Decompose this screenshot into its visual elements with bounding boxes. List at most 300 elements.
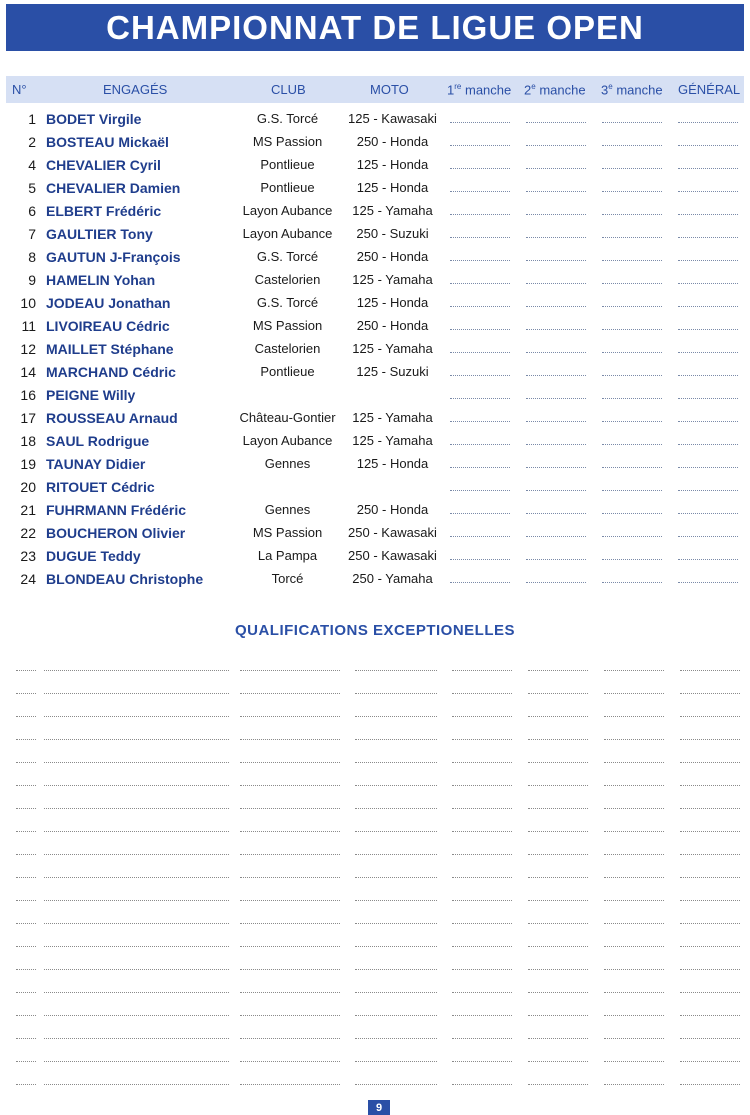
- qual-manche-2-field[interactable]: [528, 762, 588, 763]
- score-field-manche-2[interactable]: [526, 421, 586, 422]
- qual-club-field[interactable]: [240, 739, 340, 740]
- qual-general-field[interactable]: [680, 969, 740, 970]
- title-banner: [6, 4, 744, 51]
- score-field-manche-3[interactable]: [602, 536, 662, 537]
- qual-name-field[interactable]: [44, 1084, 229, 1085]
- score-field-general[interactable]: [678, 467, 738, 468]
- qual-general-field[interactable]: [680, 831, 740, 832]
- qual-club-field[interactable]: [240, 716, 340, 717]
- score-field-manche-2[interactable]: [526, 582, 586, 583]
- qual-number-field[interactable]: [16, 808, 36, 809]
- qual-club-field[interactable]: [240, 1015, 340, 1016]
- qual-manche-2-field[interactable]: [528, 946, 588, 947]
- entry-club: Layon Aubance: [242, 203, 333, 218]
- qual-manche-2-field[interactable]: [528, 854, 588, 855]
- qual-manche-2-field[interactable]: [528, 831, 588, 832]
- entry-moto: 250 - Honda: [356, 134, 429, 149]
- score-field-manche-3[interactable]: [602, 145, 662, 146]
- score-field-general[interactable]: [678, 260, 738, 261]
- qual-name-field[interactable]: [44, 1038, 229, 1039]
- score-field-manche-3[interactable]: [602, 513, 662, 514]
- qual-number-field[interactable]: [16, 969, 36, 970]
- score-field-manche-1[interactable]: [450, 214, 510, 215]
- qual-moto-field[interactable]: [355, 923, 437, 924]
- score-field-manche-3[interactable]: [602, 237, 662, 238]
- qual-general-field[interactable]: [680, 900, 740, 901]
- score-field-manche-1[interactable]: [450, 582, 510, 583]
- score-field-manche-2[interactable]: [526, 352, 586, 353]
- score-field-general[interactable]: [678, 421, 738, 422]
- qual-name-field[interactable]: [44, 739, 229, 740]
- qual-number-field[interactable]: [16, 739, 36, 740]
- qual-general-field[interactable]: [680, 716, 740, 717]
- qual-manche-3-field[interactable]: [604, 900, 664, 901]
- qual-manche-3-field[interactable]: [604, 785, 664, 786]
- qualification-row: [0, 934, 750, 957]
- qual-manche-3-field[interactable]: [604, 808, 664, 809]
- score-field-manche-2[interactable]: [526, 237, 586, 238]
- qual-manche-2-field[interactable]: [528, 785, 588, 786]
- score-field-manche-1[interactable]: [450, 467, 510, 468]
- score-field-general[interactable]: [678, 283, 738, 284]
- qualification-row: [0, 911, 750, 934]
- qual-manche-2-field[interactable]: [528, 877, 588, 878]
- qualification-row: [0, 796, 750, 819]
- score-field-manche-1[interactable]: [450, 513, 510, 514]
- score-field-manche-2[interactable]: [526, 513, 586, 514]
- qual-club-field[interactable]: [240, 831, 340, 832]
- table-row: [0, 430, 750, 453]
- qual-general-field[interactable]: [680, 1015, 740, 1016]
- qual-number-field[interactable]: [16, 1061, 36, 1062]
- score-field-manche-2[interactable]: [526, 260, 586, 261]
- qual-club-field[interactable]: [240, 693, 340, 694]
- entry-name: GAUTUN J-François: [46, 249, 181, 265]
- qualification-row: [0, 865, 750, 888]
- entry-club: Pontlieue: [260, 157, 315, 172]
- qual-manche-1-field[interactable]: [452, 1084, 512, 1085]
- qual-manche-2-field[interactable]: [528, 670, 588, 671]
- table-row: [0, 108, 750, 131]
- score-field-manche-1[interactable]: [450, 168, 510, 169]
- qual-general-field[interactable]: [680, 670, 740, 671]
- qual-club-field[interactable]: [240, 854, 340, 855]
- qual-manche-1-field[interactable]: [452, 946, 512, 947]
- entry-club: Pontlieue: [260, 364, 315, 379]
- score-field-manche-2[interactable]: [526, 283, 586, 284]
- qual-number-field[interactable]: [16, 1015, 36, 1016]
- qual-manche-1-field[interactable]: [452, 1015, 512, 1016]
- qual-moto-field[interactable]: [355, 831, 437, 832]
- qual-manche-1-field[interactable]: [452, 739, 512, 740]
- entry-club: G.S. Torcé: [256, 295, 319, 310]
- qual-club-field[interactable]: [240, 900, 340, 901]
- qual-club-field[interactable]: [240, 969, 340, 970]
- qual-manche-1-field[interactable]: [452, 900, 512, 901]
- score-field-manche-1[interactable]: [450, 375, 510, 376]
- entry-name: BOUCHERON Olivier: [46, 525, 186, 541]
- qual-number-field[interactable]: [16, 762, 36, 763]
- header-moto: MOTO: [370, 82, 409, 97]
- qual-club-field[interactable]: [240, 992, 340, 993]
- qual-manche-2-field[interactable]: [528, 808, 588, 809]
- qualification-row: [0, 658, 750, 681]
- score-field-manche-2[interactable]: [526, 191, 586, 192]
- score-field-general[interactable]: [678, 237, 738, 238]
- entry-number: 1: [28, 111, 36, 127]
- qual-general-field[interactable]: [680, 992, 740, 993]
- qual-moto-field[interactable]: [355, 1038, 437, 1039]
- score-field-manche-1[interactable]: [450, 444, 510, 445]
- score-field-manche-3[interactable]: [602, 444, 662, 445]
- qual-number-field[interactable]: [16, 716, 36, 717]
- qual-name-field[interactable]: [44, 1061, 229, 1062]
- entry-number: 21: [20, 502, 36, 518]
- qual-moto-field[interactable]: [355, 992, 437, 993]
- qual-manche-3-field[interactable]: [604, 739, 664, 740]
- entry-name: MARCHAND Cédric: [46, 364, 176, 380]
- qual-general-field[interactable]: [680, 693, 740, 694]
- qual-manche-1-field[interactable]: [452, 693, 512, 694]
- qual-moto-field[interactable]: [355, 900, 437, 901]
- score-field-manche-3[interactable]: [602, 329, 662, 330]
- qual-manche-2-field[interactable]: [528, 1061, 588, 1062]
- qual-manche-2-field[interactable]: [528, 923, 588, 924]
- qual-manche-1-field[interactable]: [452, 831, 512, 832]
- score-field-manche-3[interactable]: [602, 467, 662, 468]
- qual-general-field[interactable]: [680, 946, 740, 947]
- score-field-general[interactable]: [678, 306, 738, 307]
- entry-number: 4: [28, 157, 36, 173]
- qual-manche-3-field[interactable]: [604, 992, 664, 993]
- score-field-manche-3[interactable]: [602, 490, 662, 491]
- score-field-manche-3[interactable]: [602, 352, 662, 353]
- entry-club: La Pampa: [257, 548, 318, 563]
- qual-name-field[interactable]: [44, 1015, 229, 1016]
- entry-moto: 250 - Yamaha: [352, 571, 433, 586]
- qual-general-field[interactable]: [680, 877, 740, 878]
- score-field-manche-1[interactable]: [450, 329, 510, 330]
- qual-name-field[interactable]: [44, 923, 229, 924]
- score-field-manche-3[interactable]: [602, 191, 662, 192]
- entry-number: 16: [20, 387, 36, 403]
- score-field-manche-3[interactable]: [602, 559, 662, 560]
- qual-manche-2-field[interactable]: [528, 716, 588, 717]
- entry-number: 18: [20, 433, 36, 449]
- qual-manche-3-field[interactable]: [604, 762, 664, 763]
- score-field-manche-3[interactable]: [602, 398, 662, 399]
- qual-moto-field[interactable]: [355, 785, 437, 786]
- qualification-row: [0, 704, 750, 727]
- qual-name-field[interactable]: [44, 946, 229, 947]
- qual-manche-3-field[interactable]: [604, 831, 664, 832]
- score-field-manche-2[interactable]: [526, 490, 586, 491]
- qual-manche-3-field[interactable]: [604, 969, 664, 970]
- qual-moto-field[interactable]: [355, 670, 437, 671]
- score-field-manche-2[interactable]: [526, 467, 586, 468]
- qual-general-field[interactable]: [680, 1038, 740, 1039]
- score-field-manche-2[interactable]: [526, 214, 586, 215]
- qual-moto-field[interactable]: [355, 946, 437, 947]
- qual-manche-3-field[interactable]: [604, 946, 664, 947]
- table-row: [0, 499, 750, 522]
- qual-moto-field[interactable]: [355, 716, 437, 717]
- qual-moto-field[interactable]: [355, 877, 437, 878]
- qual-number-field[interactable]: [16, 831, 36, 832]
- score-field-general[interactable]: [678, 536, 738, 537]
- score-field-manche-3[interactable]: [602, 375, 662, 376]
- qual-general-field[interactable]: [680, 854, 740, 855]
- qual-name-field[interactable]: [44, 992, 229, 993]
- qual-number-field[interactable]: [16, 1038, 36, 1039]
- entry-club: Gennes: [264, 456, 311, 471]
- entry-moto: 125 - Yamaha: [352, 433, 433, 448]
- qual-name-field[interactable]: [44, 785, 229, 786]
- qual-name-field[interactable]: [44, 693, 229, 694]
- entry-moto: 250 - Honda: [356, 502, 429, 517]
- score-field-manche-3[interactable]: [602, 582, 662, 583]
- qual-manche-3-field[interactable]: [604, 693, 664, 694]
- score-field-manche-1[interactable]: [450, 237, 510, 238]
- qual-manche-1-field[interactable]: [452, 992, 512, 993]
- score-field-manche-3[interactable]: [602, 260, 662, 261]
- qual-club-field[interactable]: [240, 1084, 340, 1085]
- qual-moto-field[interactable]: [355, 969, 437, 970]
- entry-number: 22: [20, 525, 36, 541]
- table-row: [0, 177, 750, 200]
- score-field-manche-2[interactable]: [526, 398, 586, 399]
- qual-number-field[interactable]: [16, 992, 36, 993]
- qual-club-field[interactable]: [240, 762, 340, 763]
- entry-name: CHEVALIER Cyril: [46, 157, 161, 173]
- qual-manche-1-field[interactable]: [452, 716, 512, 717]
- score-field-manche-2[interactable]: [526, 444, 586, 445]
- qual-moto-field[interactable]: [355, 808, 437, 809]
- qual-moto-field[interactable]: [355, 1084, 437, 1085]
- score-field-manche-2[interactable]: [526, 536, 586, 537]
- qual-general-field[interactable]: [680, 1084, 740, 1085]
- score-field-general[interactable]: [678, 352, 738, 353]
- table-row: [0, 246, 750, 269]
- entry-name: DUGUE Teddy: [46, 548, 141, 564]
- entry-number: 2: [28, 134, 36, 150]
- qual-name-field[interactable]: [44, 670, 229, 671]
- qual-moto-field[interactable]: [355, 1015, 437, 1016]
- table-row: [0, 131, 750, 154]
- score-field-general[interactable]: [678, 559, 738, 560]
- score-field-manche-3[interactable]: [602, 421, 662, 422]
- qualification-row: [0, 727, 750, 750]
- entry-number: 19: [20, 456, 36, 472]
- qual-club-field[interactable]: [240, 670, 340, 671]
- qualification-row: [0, 1072, 750, 1095]
- qual-manche-1-field[interactable]: [452, 1061, 512, 1062]
- qual-name-field[interactable]: [44, 969, 229, 970]
- qual-club-field[interactable]: [240, 808, 340, 809]
- score-field-general[interactable]: [678, 375, 738, 376]
- qual-manche-1-field[interactable]: [452, 969, 512, 970]
- entry-name: CHEVALIER Damien: [46, 180, 181, 196]
- entry-name: BOSTEAU Mickaël: [46, 134, 169, 150]
- table-row: [0, 568, 750, 591]
- table-row: [0, 292, 750, 315]
- qual-name-field[interactable]: [44, 900, 229, 901]
- score-field-manche-2[interactable]: [526, 122, 586, 123]
- qual-name-field[interactable]: [44, 716, 229, 717]
- score-field-general[interactable]: [678, 513, 738, 514]
- qual-manche-2-field[interactable]: [528, 900, 588, 901]
- score-field-general[interactable]: [678, 145, 738, 146]
- qual-number-field[interactable]: [16, 900, 36, 901]
- qual-moto-field[interactable]: [355, 693, 437, 694]
- qual-club-field[interactable]: [240, 877, 340, 878]
- qual-manche-2-field[interactable]: [528, 992, 588, 993]
- qual-manche-3-field[interactable]: [604, 670, 664, 671]
- qual-number-field[interactable]: [16, 670, 36, 671]
- score-field-manche-3[interactable]: [602, 214, 662, 215]
- score-field-general[interactable]: [678, 444, 738, 445]
- qual-name-field[interactable]: [44, 854, 229, 855]
- entry-club: MS Passion: [252, 318, 323, 333]
- qual-number-field[interactable]: [16, 854, 36, 855]
- score-field-manche-1[interactable]: [450, 536, 510, 537]
- entry-moto: 125 - Suzuki: [356, 364, 429, 379]
- qual-name-field[interactable]: [44, 762, 229, 763]
- qual-moto-field[interactable]: [355, 739, 437, 740]
- entry-club: Castelorien: [254, 341, 321, 356]
- qual-manche-1-field[interactable]: [452, 808, 512, 809]
- qual-manche-3-field[interactable]: [604, 923, 664, 924]
- qual-manche-1-field[interactable]: [452, 923, 512, 924]
- entry-number: 8: [28, 249, 36, 265]
- score-field-general[interactable]: [678, 329, 738, 330]
- score-field-manche-1[interactable]: [450, 122, 510, 123]
- qual-manche-1-field[interactable]: [452, 762, 512, 763]
- qual-number-field[interactable]: [16, 1084, 36, 1085]
- score-field-manche-1[interactable]: [450, 306, 510, 307]
- score-field-manche-2[interactable]: [526, 168, 586, 169]
- qual-moto-field[interactable]: [355, 762, 437, 763]
- qualification-row: [0, 750, 750, 773]
- score-field-manche-2[interactable]: [526, 375, 586, 376]
- entry-moto: 250 - Honda: [356, 318, 429, 333]
- qual-number-field[interactable]: [16, 693, 36, 694]
- qual-manche-2-field[interactable]: [528, 693, 588, 694]
- qual-number-field[interactable]: [16, 877, 36, 878]
- score-field-manche-1[interactable]: [450, 398, 510, 399]
- qual-manche-3-field[interactable]: [604, 1084, 664, 1085]
- qual-manche-1-field[interactable]: [452, 785, 512, 786]
- score-field-manche-1[interactable]: [450, 283, 510, 284]
- qual-manche-1-field[interactable]: [452, 877, 512, 878]
- score-field-manche-2[interactable]: [526, 306, 586, 307]
- score-field-manche-1[interactable]: [450, 260, 510, 261]
- score-field-general[interactable]: [678, 191, 738, 192]
- entry-club: MS Passion: [252, 525, 323, 540]
- qual-club-field[interactable]: [240, 1038, 340, 1039]
- qual-name-field[interactable]: [44, 808, 229, 809]
- score-field-manche-1[interactable]: [450, 490, 510, 491]
- qual-general-field[interactable]: [680, 923, 740, 924]
- score-field-manche-1[interactable]: [450, 421, 510, 422]
- qual-club-field[interactable]: [240, 946, 340, 947]
- table-row: [0, 384, 750, 407]
- score-field-manche-3[interactable]: [602, 122, 662, 123]
- entry-name: ELBERT Frédéric: [46, 203, 162, 219]
- entry-number: 9: [28, 272, 36, 288]
- qual-general-field[interactable]: [680, 1061, 740, 1062]
- qual-manche-3-field[interactable]: [604, 877, 664, 878]
- qual-manche-2-field[interactable]: [528, 969, 588, 970]
- entry-number: 14: [20, 364, 36, 380]
- qual-club-field[interactable]: [240, 785, 340, 786]
- score-field-manche-1[interactable]: [450, 191, 510, 192]
- qual-manche-3-field[interactable]: [604, 1015, 664, 1016]
- score-field-manche-3[interactable]: [602, 283, 662, 284]
- score-field-manche-1[interactable]: [450, 352, 510, 353]
- qual-club-field[interactable]: [240, 923, 340, 924]
- score-field-manche-2[interactable]: [526, 329, 586, 330]
- score-field-manche-3[interactable]: [602, 168, 662, 169]
- table-row: [0, 338, 750, 361]
- score-field-manche-3[interactable]: [602, 306, 662, 307]
- qualification-row: [0, 980, 750, 1003]
- qual-manche-1-field[interactable]: [452, 1038, 512, 1039]
- entry-name: SAUL Rodrigue: [46, 433, 150, 449]
- qual-general-field[interactable]: [680, 739, 740, 740]
- qual-manche-1-field[interactable]: [452, 854, 512, 855]
- table-row: [0, 407, 750, 430]
- score-field-manche-2[interactable]: [526, 559, 586, 560]
- qual-manche-3-field[interactable]: [604, 854, 664, 855]
- qual-number-field[interactable]: [16, 923, 36, 924]
- qual-manche-3-field[interactable]: [604, 1061, 664, 1062]
- qualification-row: [0, 1026, 750, 1049]
- entry-number: 17: [20, 410, 36, 426]
- score-field-general[interactable]: [678, 398, 738, 399]
- qual-manche-2-field[interactable]: [528, 1015, 588, 1016]
- qual-number-field[interactable]: [16, 946, 36, 947]
- qual-name-field[interactable]: [44, 877, 229, 878]
- qual-club-field[interactable]: [240, 1061, 340, 1062]
- score-field-manche-1[interactable]: [450, 559, 510, 560]
- qual-moto-field[interactable]: [355, 854, 437, 855]
- score-field-manche-2[interactable]: [526, 145, 586, 146]
- qual-manche-2-field[interactable]: [528, 739, 588, 740]
- qual-manche-3-field[interactable]: [604, 1038, 664, 1039]
- score-field-general[interactable]: [678, 122, 738, 123]
- qual-number-field[interactable]: [16, 785, 36, 786]
- table-row: [0, 361, 750, 384]
- qual-manche-3-field[interactable]: [604, 716, 664, 717]
- score-field-general[interactable]: [678, 582, 738, 583]
- qual-manche-2-field[interactable]: [528, 1038, 588, 1039]
- score-field-general[interactable]: [678, 490, 738, 491]
- qual-general-field[interactable]: [680, 808, 740, 809]
- qual-general-field[interactable]: [680, 762, 740, 763]
- score-field-manche-1[interactable]: [450, 145, 510, 146]
- qual-moto-field[interactable]: [355, 1061, 437, 1062]
- qual-manche-2-field[interactable]: [528, 1084, 588, 1085]
- score-field-general[interactable]: [678, 214, 738, 215]
- header-manche-1: 1re manche: [447, 82, 512, 98]
- qual-manche-1-field[interactable]: [452, 670, 512, 671]
- qual-name-field[interactable]: [44, 831, 229, 832]
- score-field-general[interactable]: [678, 168, 738, 169]
- qual-general-field[interactable]: [680, 785, 740, 786]
- entry-name: HAMELIN Yohan: [46, 272, 156, 288]
- entry-moto: 125 - Honda: [356, 180, 429, 195]
